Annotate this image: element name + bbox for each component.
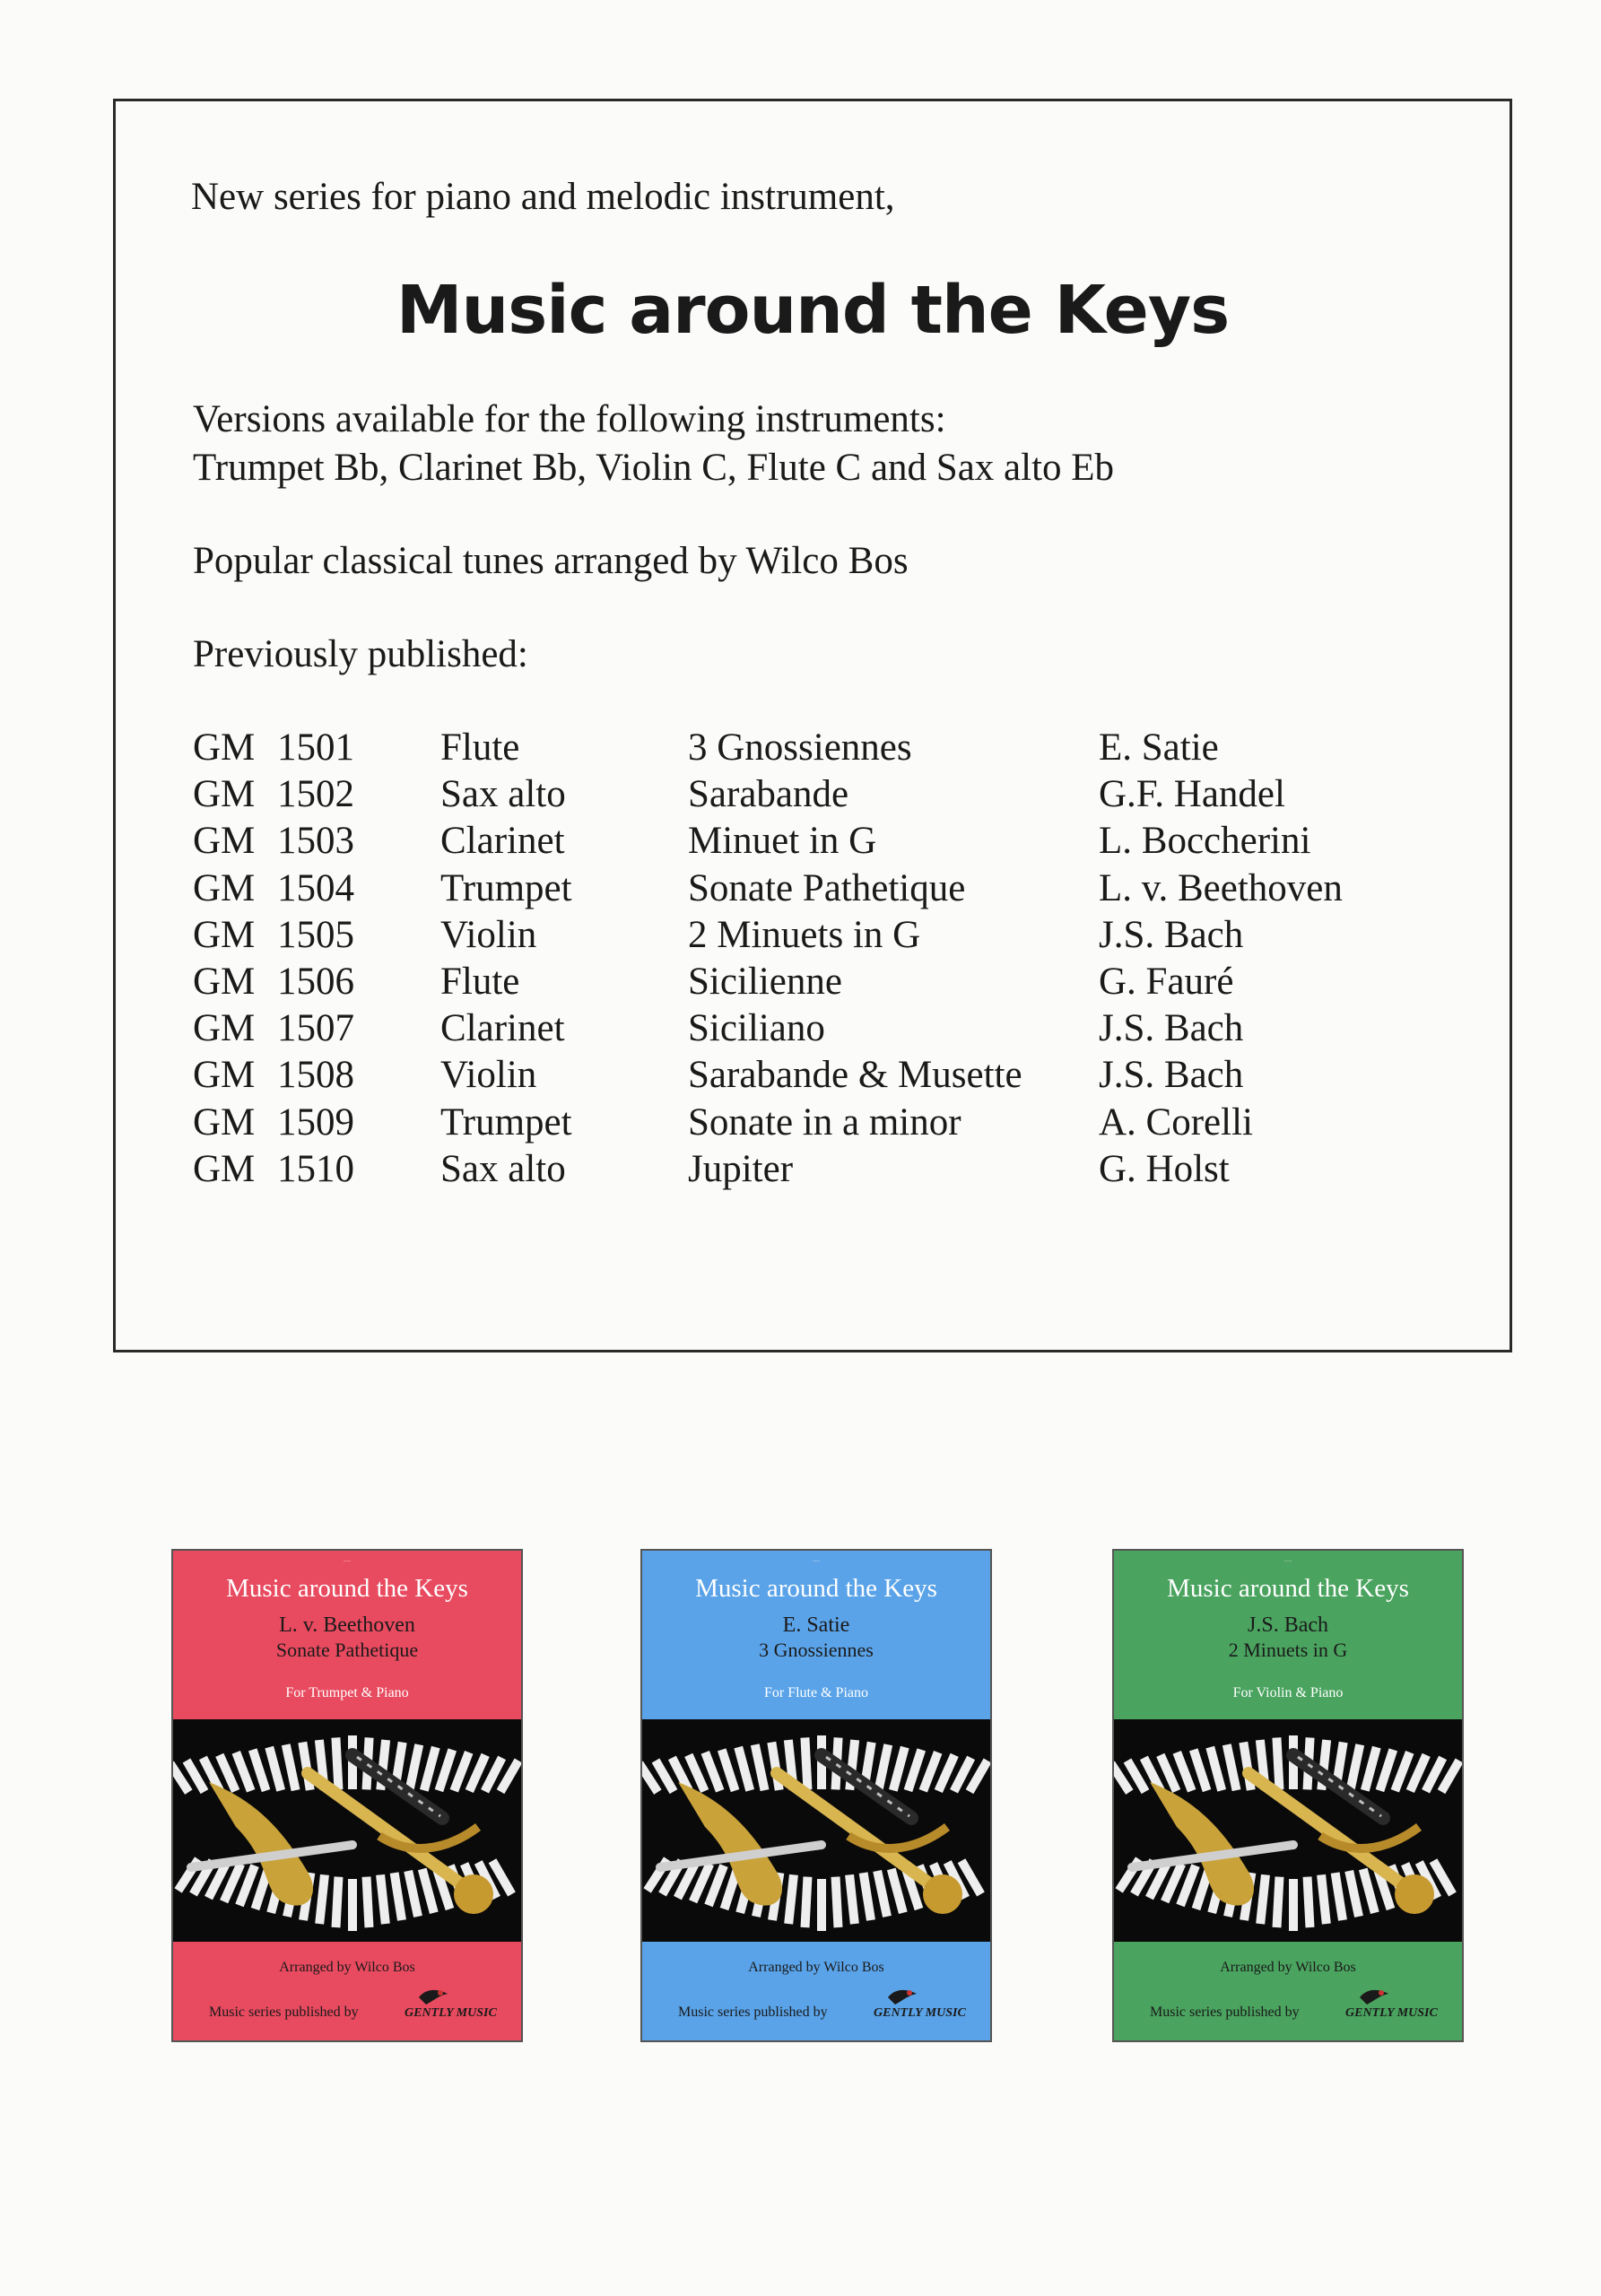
catalogue-number: 1509 bbox=[277, 1100, 354, 1144]
cover-work: 3 Gnossiennes bbox=[759, 1639, 874, 1661]
info-box bbox=[113, 99, 1512, 1352]
catalogue-composer: L. v. Beethoven bbox=[1099, 866, 1343, 909]
catalogue-composer: J.S. Bach bbox=[1099, 1054, 1244, 1097]
cover-bottom bbox=[1114, 1942, 1462, 2042]
catalogue-number: 1510 bbox=[277, 1147, 354, 1190]
catalogue-composer: G.F. Handel bbox=[1099, 773, 1285, 816]
catalogue-instrument: Clarinet bbox=[440, 1007, 565, 1050]
catalogue-composer: G. Fauré bbox=[1099, 960, 1234, 1003]
cover-published: Music series published by bbox=[1150, 2005, 1300, 2020]
cover-work: 2 Minuets in G bbox=[1228, 1639, 1348, 1661]
cover-arranged: Arranged by Wilco Bos bbox=[279, 1960, 415, 1975]
catalogue-title: Sarabande & Musette bbox=[688, 1054, 1022, 1097]
previously-published-label: Previously published: bbox=[193, 633, 528, 675]
catalogue-instrument: Flute bbox=[440, 960, 520, 1003]
arranged-line: Popular classical tunes arranged by Wilco Bos bbox=[193, 540, 909, 582]
catalogue-title: Sonate Pathetique bbox=[688, 866, 966, 909]
catalogue-code: GM bbox=[193, 1007, 256, 1050]
catalogue-composer: J.S. Bach bbox=[1099, 1007, 1244, 1050]
publisher-logo: GENTLY MUSIC bbox=[874, 2006, 966, 2020]
catalogue-row bbox=[193, 772, 1484, 819]
cover-series-title: Music around the Keys bbox=[226, 1574, 468, 1603]
catalogue-number: 1502 bbox=[277, 773, 354, 816]
catalogue-composer: E. Satie bbox=[1099, 726, 1219, 769]
catalogue-instrument: Sax alto bbox=[440, 1147, 566, 1190]
catalogue-row bbox=[193, 1006, 1484, 1053]
cover-bottom bbox=[642, 1942, 990, 2042]
book-cover bbox=[171, 1549, 523, 2042]
catalogue-title: 3 Gnossiennes bbox=[688, 726, 912, 769]
catalogue-number: 1508 bbox=[277, 1054, 354, 1097]
cover-published: Music series published by bbox=[678, 2005, 828, 2020]
catalogue-code: GM bbox=[193, 773, 256, 816]
cover-instruments-image bbox=[1114, 1719, 1462, 1942]
cover-top bbox=[642, 1551, 990, 1719]
cover-bottom bbox=[173, 1942, 521, 2042]
catalogue-row bbox=[193, 866, 1484, 913]
catalogue-instrument: Clarinet bbox=[440, 820, 565, 863]
catalogue-row bbox=[193, 1053, 1484, 1100]
cover-instrumentation: For Violin & Piano bbox=[1232, 1685, 1344, 1700]
cover-instruments-image bbox=[642, 1719, 990, 1942]
cover-instrumentation: For Trumpet & Piano bbox=[285, 1685, 409, 1700]
cover-arranged: Arranged by Wilco Bos bbox=[748, 1960, 884, 1975]
cover-catalog-mark: — bbox=[813, 1556, 820, 1564]
catalogue-code: GM bbox=[193, 726, 256, 769]
catalogue-number: 1504 bbox=[277, 866, 354, 909]
cover-series-title: Music around the Keys bbox=[1167, 1574, 1409, 1603]
catalogue-number: 1503 bbox=[277, 820, 354, 863]
catalogue-row bbox=[193, 1147, 1484, 1194]
catalogue-number: 1507 bbox=[277, 1007, 354, 1050]
publisher-logo: GENTLY MUSIC bbox=[405, 2006, 497, 2020]
cover-instruments-image bbox=[173, 1719, 521, 1942]
versions-line-2: Trumpet Bb, Clarinet Bb, Violin C, Flute C and Sax alto Eb bbox=[193, 447, 1115, 489]
publisher-bird-icon bbox=[417, 1985, 449, 2008]
cover-work: Sonate Pathetique bbox=[275, 1639, 419, 1661]
versions-line-1: Versions available for the following instruments: bbox=[193, 398, 946, 440]
series-title: Music around the Keys bbox=[396, 272, 1230, 349]
cover-catalog-mark: — bbox=[1284, 1556, 1292, 1564]
catalogue-code: GM bbox=[193, 960, 256, 1003]
publisher-logo: GENTLY MUSIC bbox=[1345, 2006, 1438, 2020]
cover-top bbox=[173, 1551, 521, 1719]
catalogue-row bbox=[193, 819, 1484, 865]
catalogue-title: Jupiter bbox=[688, 1147, 794, 1190]
catalogue-instrument: Trumpet bbox=[440, 866, 572, 909]
catalogue-instrument: Trumpet bbox=[440, 1100, 572, 1144]
catalogue-code: GM bbox=[193, 913, 256, 956]
publisher-bird-icon bbox=[886, 1985, 918, 2008]
catalogue-title: Sonate in a minor bbox=[688, 1100, 961, 1144]
catalogue-title: Minuet in G bbox=[688, 820, 877, 863]
catalogue-title: Sicilienne bbox=[688, 960, 842, 1003]
catalogue-code: GM bbox=[193, 1147, 256, 1190]
cover-arranged: Arranged by Wilco Bos bbox=[1220, 1960, 1356, 1975]
catalogue-composer: J.S. Bach bbox=[1099, 913, 1244, 956]
cover-composer: J.S. Bach bbox=[1248, 1613, 1328, 1637]
catalogue-composer: A. Corelli bbox=[1099, 1100, 1253, 1144]
cover-instrumentation: For Flute & Piano bbox=[763, 1685, 868, 1700]
catalogue-composer: G. Holst bbox=[1099, 1147, 1230, 1190]
catalogue-composer: L. Boccherini bbox=[1099, 820, 1311, 863]
catalogue-number: 1501 bbox=[277, 726, 354, 769]
catalogue-code: GM bbox=[193, 1054, 256, 1097]
cover-series-title: Music around the Keys bbox=[695, 1574, 937, 1603]
catalogue-title: Siciliano bbox=[688, 1007, 825, 1050]
catalogue-instrument: Violin bbox=[440, 1054, 537, 1097]
catalogue-row bbox=[193, 726, 1484, 772]
catalogue-title: Sarabande bbox=[688, 773, 849, 816]
intro-text: New series for piano and melodic instrument, bbox=[191, 176, 895, 218]
cover-composer: L. v. Beethoven bbox=[279, 1613, 415, 1637]
book-cover bbox=[640, 1549, 992, 2042]
catalogue-code: GM bbox=[193, 866, 256, 909]
catalogue-list bbox=[193, 726, 1484, 1194]
catalogue-title: 2 Minuets in G bbox=[688, 913, 921, 956]
catalogue-row bbox=[193, 1100, 1484, 1147]
book-cover bbox=[1112, 1549, 1464, 2042]
publisher-bird-icon bbox=[1358, 1985, 1390, 2008]
catalogue-row bbox=[193, 913, 1484, 960]
catalogue-code: GM bbox=[193, 820, 256, 863]
cover-catalog-mark: — bbox=[344, 1556, 351, 1564]
catalogue-number: 1506 bbox=[277, 960, 354, 1003]
catalogue-row bbox=[193, 960, 1484, 1006]
catalogue-instrument: Sax alto bbox=[440, 773, 566, 816]
cover-top bbox=[1114, 1551, 1462, 1719]
catalogue-instrument: Flute bbox=[440, 726, 520, 769]
catalogue-code: GM bbox=[193, 1100, 256, 1144]
cover-composer: E. Satie bbox=[782, 1613, 850, 1637]
catalogue-number: 1505 bbox=[277, 913, 354, 956]
cover-published: Music series published by bbox=[209, 2005, 359, 2020]
catalogue-instrument: Violin bbox=[440, 913, 537, 956]
